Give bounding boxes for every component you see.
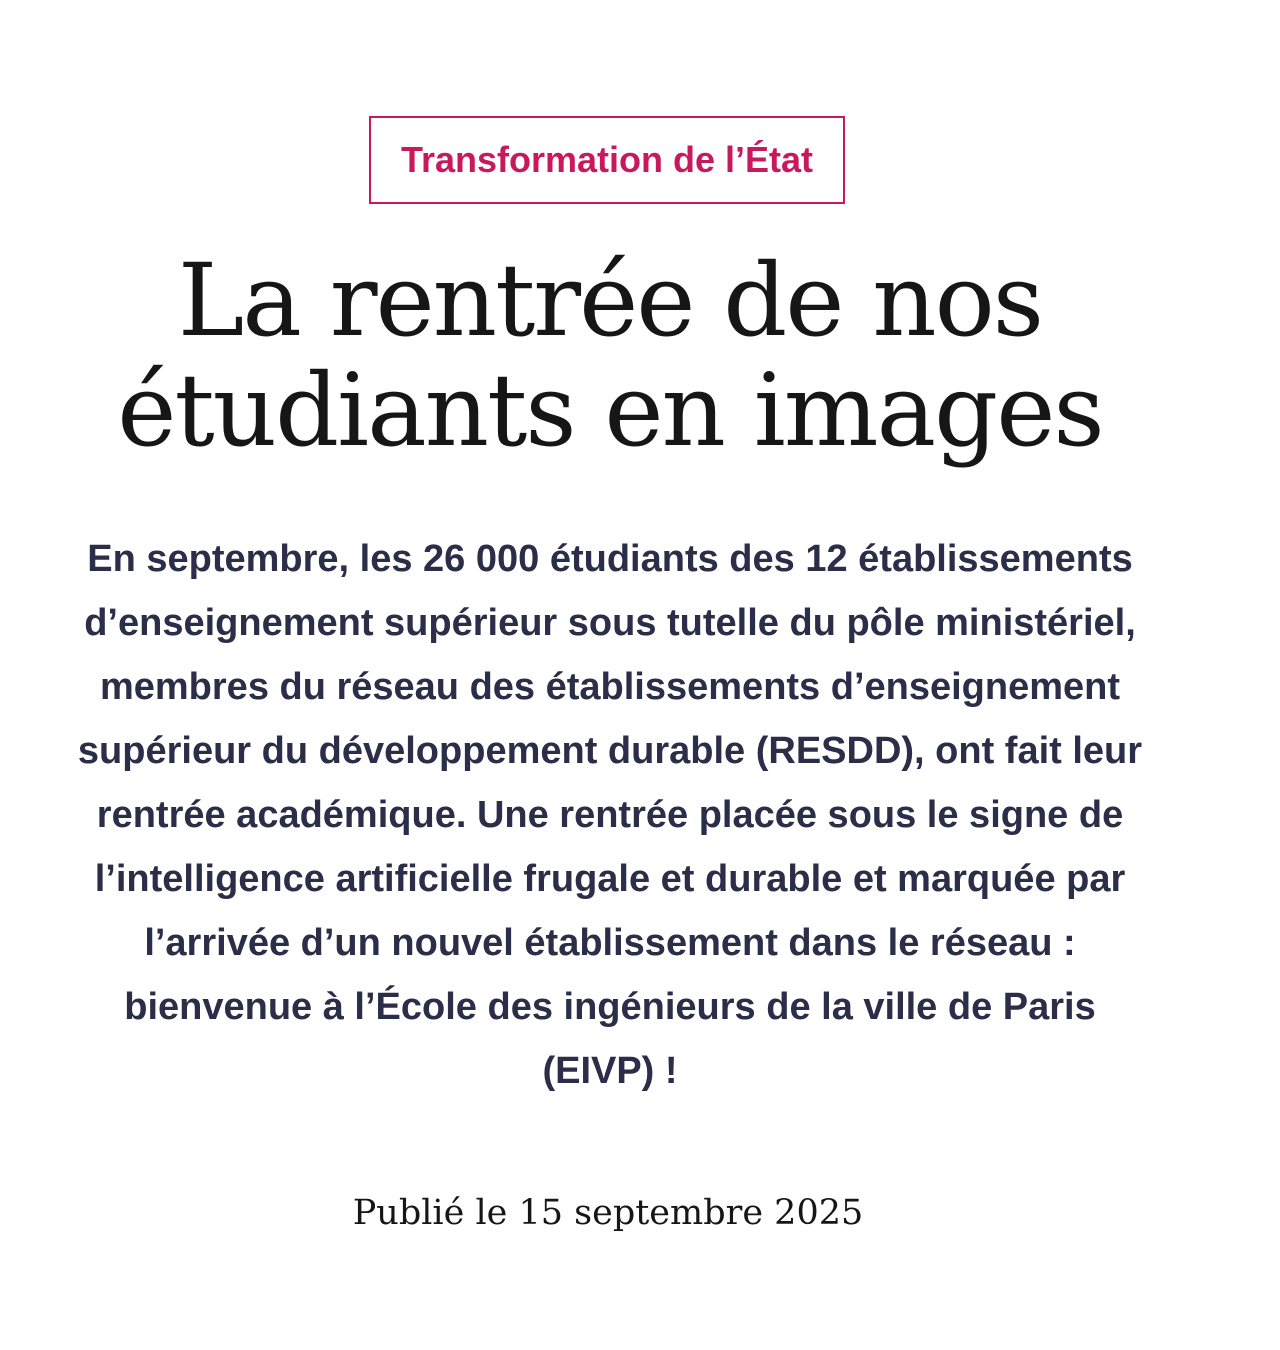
lead-line: bienvenue à l’École des ingénieurs de la ville de Paris	[124, 986, 1096, 1028]
lead-line: supérieur du développement durable (RESDD), ont fait leur	[77, 730, 1143, 772]
title-line: étudiants en images	[117, 352, 1103, 469]
lead-line: d’enseignement supérieur sous tutelle du pôle ministériel,	[84, 602, 1136, 644]
lead-line: l’arrivée d’un nouvel établissement dans le réseau :	[144, 922, 1076, 964]
category-tag[interactable]: Transformation de l’État	[369, 116, 845, 204]
lead-line: rentrée académique. Une rentrée placée sous le signe de	[96, 794, 1124, 836]
lead-line: En septembre, les 26 000 étudiants des 12 établissements	[87, 538, 1133, 580]
publication-date: Publié le 15 septembre 2025	[352, 1193, 864, 1233]
page-title	[40, 242, 1180, 469]
title-line: La rentrée de nos	[177, 242, 1043, 359]
article-lead	[40, 527, 1180, 1103]
lead-line: (EIVP) !	[542, 1050, 678, 1092]
lead-line: membres du réseau des établissements d’enseignement	[99, 666, 1121, 708]
lead-line: l’intelligence artificielle frugale et durable et marquée par	[94, 858, 1126, 900]
